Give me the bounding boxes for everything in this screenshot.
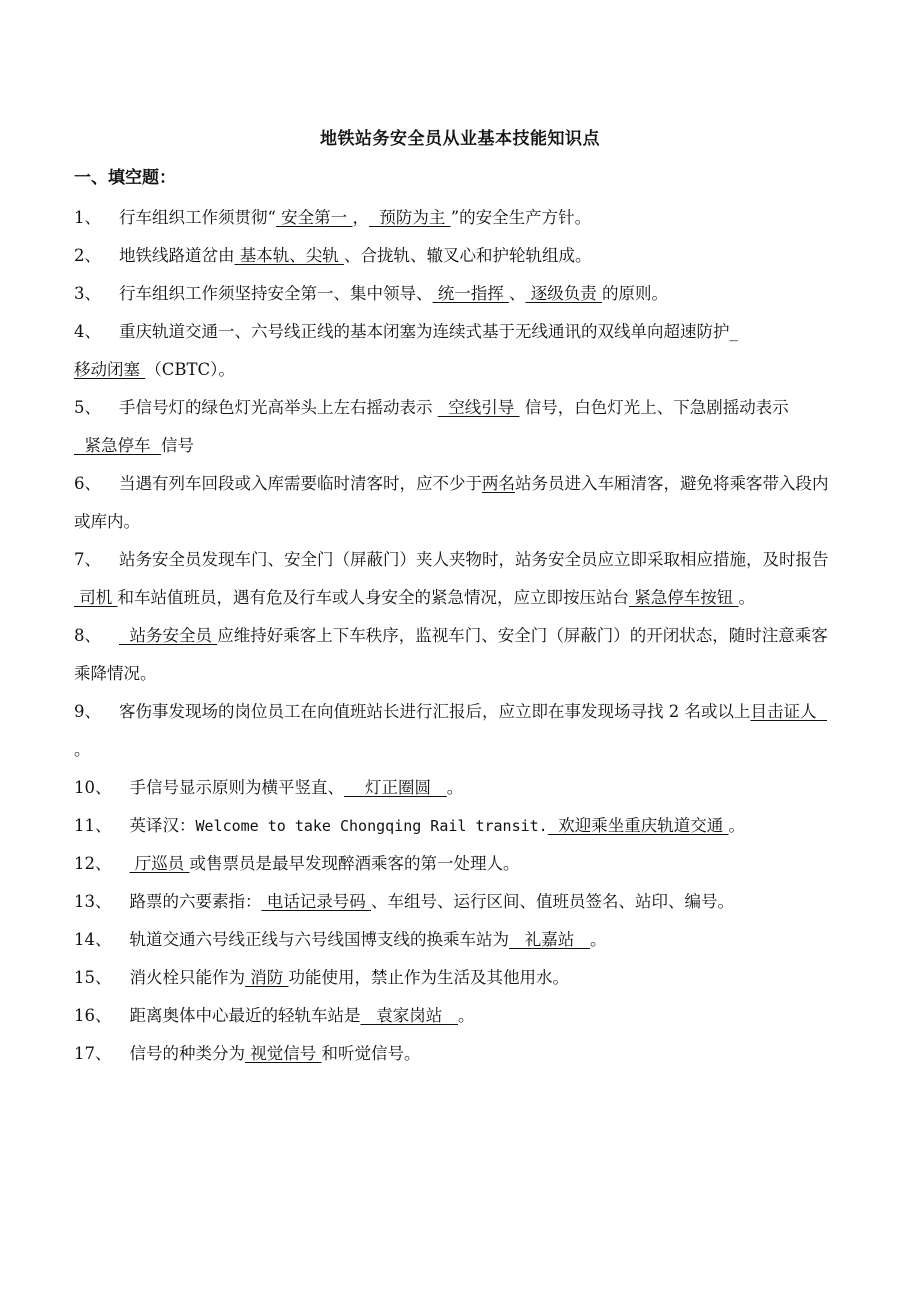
answer-blank: 电话记录号码 xyxy=(261,892,371,911)
answer-blank: 灯正圈圆 xyxy=(344,778,447,797)
answer-blank: 预防为主 xyxy=(368,208,451,227)
section-heading: 一、填空题： xyxy=(74,168,176,188)
answer-blank: 基本轨、尖轨 xyxy=(234,246,344,265)
answer-blank: 紧急停车按钮 xyxy=(629,588,739,607)
answer-blank: 站务安全员 xyxy=(119,626,218,645)
question-12: 12、 厅巡员 或售票员是最早发现醉酒乘客的第一处理人。 xyxy=(74,854,520,873)
question-9: 9、 客伤事发现场的岗位员工在向值班站长进行汇报后，应立即在事发现场寻找 2 名或以上目击证人 。 xyxy=(74,702,827,759)
question-5: 5、 手信号灯的绿色灯光高举头上左右摇动表示 空线引导 信号，白色灯光上、下急剧摇动表示 紧急停车 信号 xyxy=(74,398,789,455)
question-13: 13、 路票的六要素指： 电话记录号码 、车组号、运行区间、值班员签名、站印、编号。 xyxy=(74,892,734,911)
answer-blank: 袁家岗站 xyxy=(360,1006,458,1025)
answer-blank: 逐级负责 xyxy=(525,284,602,303)
answer-blank: 目击证人 xyxy=(750,702,827,721)
answer-blank: 礼嘉站 xyxy=(509,930,590,949)
question-8: 8、 站务安全员 应维持好乘客上下车秩序，监视车门、安全门（屏蔽门）的开闭状态，随时注意乘客乘降情况。 xyxy=(74,626,828,683)
answer-blank: 紧急停车 xyxy=(74,436,161,455)
question-17: 17、 信号的种类分为 视觉信号 和听觉信号。 xyxy=(74,1044,421,1063)
question-15: 15、 消火栓只能作为 消防 功能使用，禁止作为生活及其他用水。 xyxy=(74,968,569,987)
answer-blank: 欢迎乘坐重庆轨道交通 xyxy=(547,816,729,835)
answer-blank: 移动闭塞 xyxy=(74,360,146,379)
answer-blank: 视觉信号 xyxy=(245,1044,322,1063)
answer-blank: 厅巡员 xyxy=(129,854,190,873)
answer-blank: 空线引导 xyxy=(437,398,520,417)
question-6: 6、 当遇有列车回段或入库需要临时清客时，应不少于两名站务员进入车厢清客，避免将乘客带入段内或库内。 xyxy=(74,474,829,531)
question-16: 16、 距离奥体中心最近的轻轨车站是 袁家岗站 。 xyxy=(74,1006,475,1025)
document-title: 地铁站务安全员从业基本技能知识点 xyxy=(320,129,600,149)
question-1: 1、 行车组织工作须贯彻“ 安全第一 ， 预防为主 ”的安全生产方针。 xyxy=(74,208,592,227)
question-10: 10、 手信号显示原则为横平竖直、 灯正圈圆 。 xyxy=(74,778,464,797)
question-7: 7、 站务安全员发现车门、安全门（屏蔽门）夹人夹物时，站务安全员应立即采取相应措施，及时报告 司机 和车站值班员，遇有危及行车或人身安全的紧急情况，应立即按压站台 紧急停车按钮 。 xyxy=(74,550,829,607)
question-2: 2、 地铁线路道岔由 基本轨、尖轨 、合拢轨、辙叉心和护轮轨组成。 xyxy=(74,246,592,265)
question-4: 4、 重庆轨道交通一、六号线正线的基本闭塞为连续式基于无线通讯的双线单向超速防护_移动闭塞 （CBTC）。 xyxy=(74,322,738,379)
question-14: 14、 轨道交通六号线正线与六号线国博支线的换乘车站为 礼嘉站 。 xyxy=(74,930,607,949)
answer-blank: 两名 xyxy=(482,474,515,493)
question-3: 3、 行车组织工作须坚持安全第一、集中领导、 统一指挥 、 逐级负责 的原则。 xyxy=(74,284,668,303)
answer-blank: 统一指挥 xyxy=(432,284,509,303)
question-list xyxy=(74,199,834,1073)
question-11: 11、 英译汉：Welcome to take Chongqing Rail transit. 欢迎乘坐重庆轨道交通 。 xyxy=(74,816,745,835)
answer-blank: 安全第一 xyxy=(275,208,353,227)
answer-blank: 司机 xyxy=(74,588,118,607)
answer-blank: 消防 xyxy=(245,968,289,987)
english-sentence: Welcome to take Chongqing Rail transit. xyxy=(195,817,548,835)
